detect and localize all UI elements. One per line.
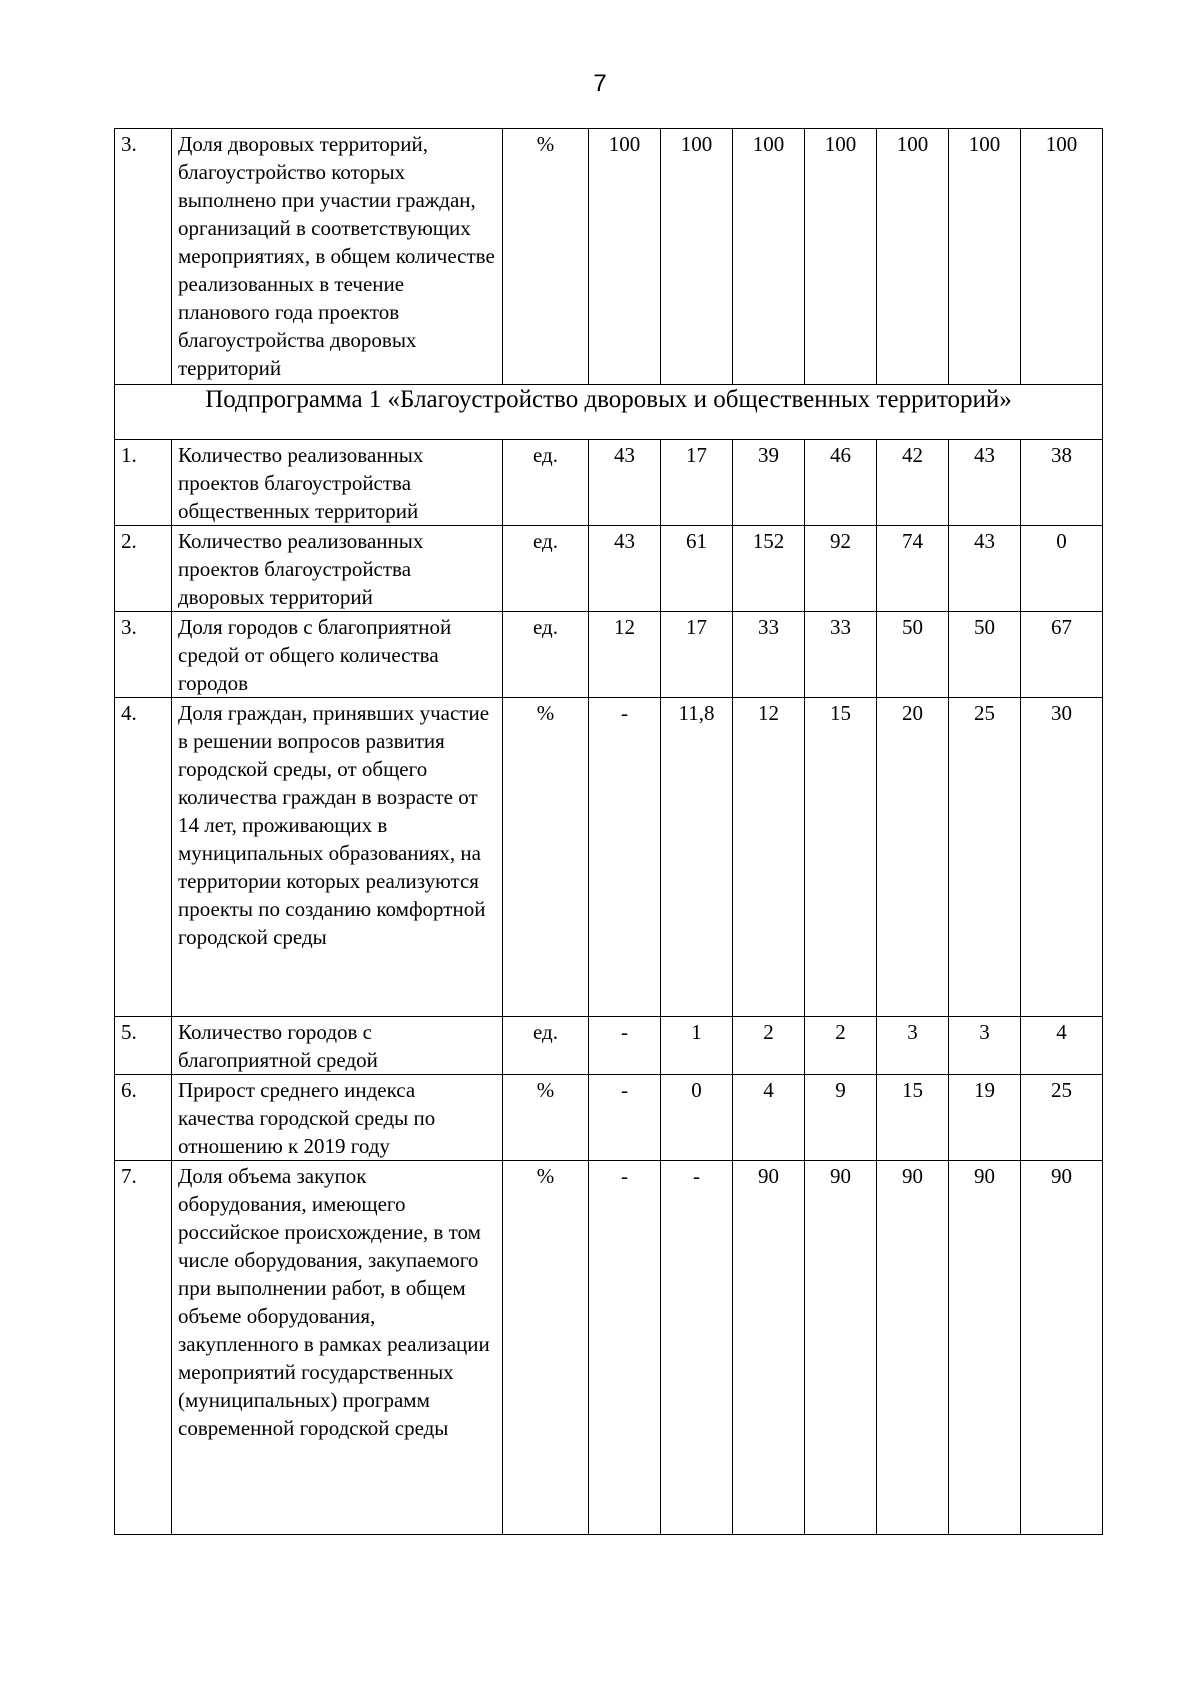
rows-before-subprogram: [115, 129, 1103, 385]
value-cell: 42: [877, 440, 949, 526]
value-cell: 15: [805, 698, 877, 1017]
value-cell: 92: [805, 526, 877, 612]
table-row: [115, 1075, 1103, 1161]
value-cell: -: [589, 1161, 661, 1535]
value-cell: 12: [589, 612, 661, 698]
indicator-name: Количество реализованных проектов благоустройства общественных территорий: [172, 440, 503, 526]
value-cell: 2: [733, 1017, 805, 1075]
value-cell: 50: [877, 612, 949, 698]
table-row: [115, 1161, 1103, 1535]
value-cell: 100: [1021, 129, 1103, 385]
value-cell: 43: [949, 440, 1021, 526]
unit-cell: ед.: [503, 1017, 589, 1075]
value-cell: 43: [589, 526, 661, 612]
unit-cell: ед.: [503, 612, 589, 698]
value-cell: -: [661, 1161, 733, 1535]
indicator-name: Доля объема закупок оборудования, имеющего российское происхождение, в том числе оборудования, закупаемого при выполнении работ, в общем объеме оборудования, закупленного в рамках реализации мероприятий государственных (муниципальных) программ современной городской среды: [172, 1161, 503, 1535]
unit-cell: ед.: [503, 440, 589, 526]
value-cell: 9: [805, 1075, 877, 1161]
value-cell: 4: [1021, 1017, 1103, 1075]
value-cell: 33: [733, 612, 805, 698]
unit-cell: %: [503, 1161, 589, 1535]
value-cell: 100: [805, 129, 877, 385]
value-cell: 90: [949, 1161, 1021, 1535]
value-cell: -: [589, 1075, 661, 1161]
value-cell: 100: [949, 129, 1021, 385]
indicator-name: Доля городов с благоприятной средой от общего количества городов: [172, 612, 503, 698]
row-number: 2.: [115, 526, 172, 612]
indicator-name: Количество городов с благоприятной средой: [172, 1017, 503, 1075]
value-cell: 25: [949, 698, 1021, 1017]
value-cell: 17: [661, 612, 733, 698]
subprogram-header: [115, 385, 1103, 440]
value-cell: 100: [877, 129, 949, 385]
value-cell: 4: [733, 1075, 805, 1161]
value-cell: 90: [1021, 1161, 1103, 1535]
value-cell: -: [589, 698, 661, 1017]
value-cell: 19: [949, 1075, 1021, 1161]
value-cell: 17: [661, 440, 733, 526]
unit-cell: %: [503, 1075, 589, 1161]
value-cell: 20: [877, 698, 949, 1017]
value-cell: 0: [1021, 526, 1103, 612]
value-cell: 67: [1021, 612, 1103, 698]
page-number: 7: [593, 70, 607, 97]
value-cell: 3: [949, 1017, 1021, 1075]
value-cell: 100: [589, 129, 661, 385]
value-cell: 2: [805, 1017, 877, 1075]
unit-cell: %: [503, 129, 589, 385]
value-cell: 0: [661, 1075, 733, 1161]
indicator-name: Прирост среднего индекса качества городской среды по отношению к 2019 году: [172, 1075, 503, 1161]
subprogram-title: Подпрограмма 1 «Благоустройство дворовых и общественных территорий»: [115, 385, 1103, 440]
value-cell: 90: [805, 1161, 877, 1535]
value-cell: 100: [733, 129, 805, 385]
value-cell: 74: [877, 526, 949, 612]
indicator-name: Доля граждан, принявших участие в решении вопросов развития городской среды, от общего количества граждан в возрасте от 14 лет, проживающих в муниципальных образованиях, на территории которых реализуются проекты по созданию комфортной городской среды: [172, 698, 503, 1017]
value-cell: 38: [1021, 440, 1103, 526]
value-cell: -: [589, 1017, 661, 1075]
value-cell: 46: [805, 440, 877, 526]
row-number: 5.: [115, 1017, 172, 1075]
row-number: 1.: [115, 440, 172, 526]
unit-cell: %: [503, 698, 589, 1017]
unit-cell: ед.: [503, 526, 589, 612]
indicator-name: Количество реализованных проектов благоустройства дворовых территорий: [172, 526, 503, 612]
value-cell: 43: [949, 526, 1021, 612]
value-cell: 12: [733, 698, 805, 1017]
row-number: 4.: [115, 698, 172, 1017]
value-cell: 39: [733, 440, 805, 526]
value-cell: 100: [661, 129, 733, 385]
section-row: [115, 385, 1103, 440]
value-cell: 61: [661, 526, 733, 612]
value-cell: 152: [733, 526, 805, 612]
row-number: 3.: [115, 129, 172, 385]
value-cell: 90: [733, 1161, 805, 1535]
value-cell: 43: [589, 440, 661, 526]
value-cell: 3: [877, 1017, 949, 1075]
table-row: [115, 440, 1103, 526]
value-cell: 33: [805, 612, 877, 698]
value-cell: 11,8: [661, 698, 733, 1017]
table-row: [115, 129, 1103, 385]
table-row: [115, 612, 1103, 698]
indicator-name: Доля дворовых территорий, благоустройство которых выполнено при участии граждан, организаций в соответствующих мероприятиях, в общем количестве реализованных в течение планового года проектов благоустройства дворовых территорий: [172, 129, 503, 385]
row-number: 7.: [115, 1161, 172, 1535]
table-row: [115, 526, 1103, 612]
row-number: 3.: [115, 612, 172, 698]
value-cell: 90: [877, 1161, 949, 1535]
value-cell: 1: [661, 1017, 733, 1075]
table-row: [115, 698, 1103, 1017]
row-number: 6.: [115, 1075, 172, 1161]
table-row: [115, 1017, 1103, 1075]
rows-subprogram-1: [115, 440, 1103, 1535]
value-cell: 50: [949, 612, 1021, 698]
value-cell: 25: [1021, 1075, 1103, 1161]
value-cell: 30: [1021, 698, 1103, 1017]
value-cell: 15: [877, 1075, 949, 1161]
indicators-table: [114, 128, 1103, 1535]
